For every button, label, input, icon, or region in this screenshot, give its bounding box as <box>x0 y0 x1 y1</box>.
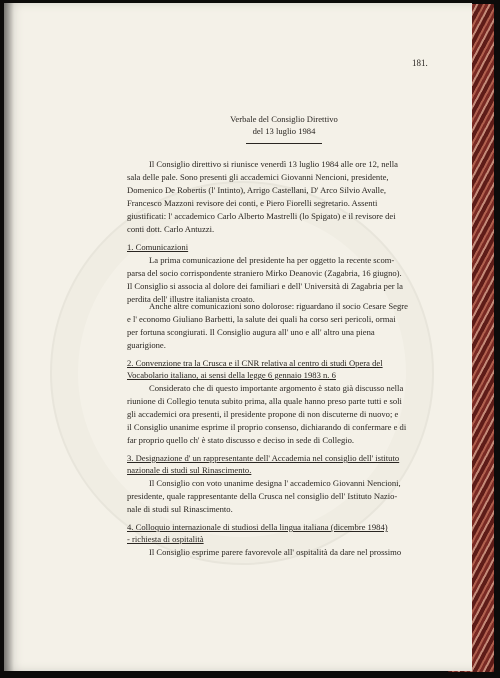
section-2-line-3: gli accademici ora presenti, il presidente propone di non discuterne di nuovo; e <box>127 409 399 419</box>
section-1-p2-line-1: Anche altre comunicazioni sono dolorose: riguardano il socio Cesare Segre <box>149 301 408 311</box>
document-page <box>4 3 472 671</box>
title-line-1: Verbale del Consiglio Direttivo <box>230 114 338 124</box>
section-1-heading: 1. Comunicazioni <box>127 242 189 252</box>
title-rule <box>246 143 322 144</box>
intro-line-4: Francesco Mazzoni revisore dei conti, e Piero Fiorelli segretario. Assenti <box>127 198 378 208</box>
section-3-line-1: Il Consiglio con voto unanime designa l' accademico Giovanni Nencioni, <box>149 478 401 488</box>
section-1-p1-line-3: Il Consiglio si associa al dolore dei familiari e dell' Università di Zagabria per la <box>127 281 403 291</box>
section-4-line-1: Il Consiglio esprime parere favorevole all' ospitalità da dare nel prossimo <box>149 547 402 557</box>
section-3-heading-line-2: nazionale di studi sul Rinascimento. <box>127 465 252 475</box>
title-line-2: del 13 luglio 1984 <box>252 126 316 136</box>
section-3-heading-line-1: 3. Designazione d' un rappresentante dell' Accademia nel consiglio dell' istituto <box>127 453 400 463</box>
section-1-p2-line-3: per fortuna scongiurati. Il Consiglio augura all' uno e all' altro una piena <box>127 327 375 337</box>
section-2-line-2: riunione di Collegio tenuta subito prima, alla quale hanno preso parte tutti e soli <box>127 396 402 406</box>
section-3-line-3: nale di studi sul Rinascimento. <box>127 504 233 514</box>
intro-line-5: giustificati: l' accademico Carlo Alberto Mastrelli (lo Spigato) e il revisore dei <box>127 211 396 221</box>
intro-line-3: Domenico De Robertis (l' Intinto), Arrigo Castellani, D' Arco Silvio Avalle, <box>127 185 387 195</box>
intro-line-2: sala delle pale. Sono presenti gli accademici Giovanni Nencioni, presidente, <box>127 172 389 182</box>
section-3-line-2: presidente, quale rappresentante della Crusca nel consiglio dell' Istituto Nazio- <box>127 491 398 501</box>
section-4-heading-line-1: 4. Colloquio internazionale di studiosi della lingua italiana (dicembre 1984) <box>127 522 388 532</box>
section-2-heading-line-2: Vocabolario italiano, ai sensi della legge 6 gennaio 1983 n. 6 <box>127 370 336 380</box>
section-2-line-5: far proprio quello ch' è stato discusso e deciso in sede di Collegio. <box>127 435 355 445</box>
section-2-heading-line-1: 2. Convenzione tra la Crusca e il CNR relativa al centro di studi Opera del <box>127 358 383 368</box>
page-number: 181. <box>412 58 428 68</box>
section-1-p2-line-4: guarigione. <box>127 340 166 350</box>
section-1-p1-line-1: La prima comunicazione del presidente ha per oggetto la recente scom- <box>149 255 395 265</box>
intro-line-6: conti dott. Carlo Antuzzi. <box>127 224 215 234</box>
section-1-p2-line-2: e l' economo Giuliano Barbetti, la salute dei quali ha corso seri pericoli, ormai <box>127 314 396 324</box>
section-2-line-4: il Consiglio unanime esprime il proprio consenso, dichiarando di confermare e di <box>127 422 407 432</box>
section-2-line-1: Considerato che di questo importante argomento è stato già discusso nella <box>149 383 404 393</box>
section-1-p1-line-2: parsa del socio corrispondente straniero Mirko Deanovic (Zagabria, 16 giugno). <box>127 268 402 278</box>
section-4-heading-line-2: - richiesta di ospitalità <box>127 534 204 544</box>
section-1-p1-line-4: perdita dell' illustre italianista croato. <box>127 294 255 304</box>
intro-line-1: Il Consiglio direttivo si riunisce venerdì 13 luglio 1984 alle ore 12, nella <box>149 159 398 169</box>
